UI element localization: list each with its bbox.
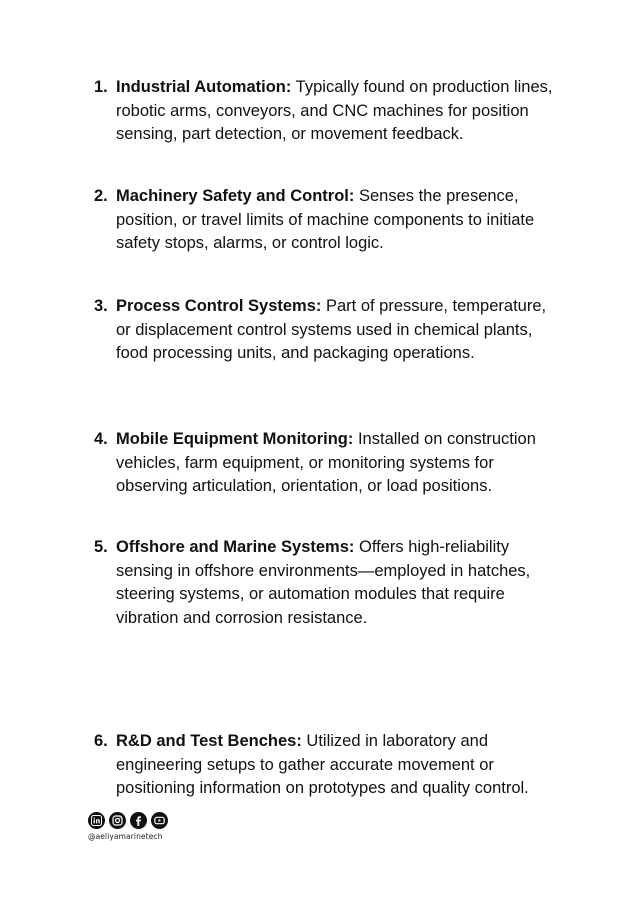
item-body: Utilized in laboratory and engineering setups to gather accurate movement or positioning information on prototypes and quality control. — [116, 732, 529, 797]
facebook-icon[interactable] — [130, 812, 147, 829]
item-title: Machinery Safety and Control: — [116, 187, 355, 205]
item-title: Industrial Automation: — [116, 78, 292, 96]
item-number: 6. — [94, 732, 108, 750]
item-number: 3. — [94, 297, 108, 315]
item-title: R&D and Test Benches: — [116, 732, 302, 750]
list-item — [94, 428, 564, 499]
social-handle: @aeliyamarinetech — [88, 832, 163, 841]
item-body: Part of pressure, temperature, or displacement control systems used in chemical plants, food processing units, and packaging operations. — [116, 297, 547, 362]
item-text — [116, 536, 564, 630]
list-item — [94, 76, 564, 147]
item-text — [116, 76, 564, 147]
list-item — [94, 295, 564, 366]
item-text — [116, 730, 564, 801]
item-number: 5. — [94, 538, 108, 556]
item-number: 1. — [94, 78, 108, 96]
youtube-icon[interactable] — [151, 812, 168, 829]
item-title: Mobile Equipment Monitoring: — [116, 430, 354, 448]
item-body: Senses the presence, position, or travel limits of machine components to initiate safety stops, alarms, or control logic. — [116, 187, 535, 252]
footer — [88, 812, 168, 841]
list-item — [94, 536, 564, 630]
social-links — [88, 812, 168, 829]
list-item — [94, 185, 564, 256]
instagram-icon[interactable] — [109, 812, 126, 829]
item-text — [116, 185, 564, 256]
item-body: Typically found on production lines, robotic arms, conveyors, and CNC machines for position sensing, part detection, or movement feedback. — [116, 78, 553, 143]
item-number: 2. — [94, 187, 108, 205]
list-item — [94, 730, 564, 801]
item-body: Installed on construction vehicles, farm equipment, or monitoring systems for observing articulation, orientation, or load positions. — [116, 430, 536, 495]
item-text — [116, 428, 564, 499]
linkedin-icon[interactable] — [88, 812, 105, 829]
item-title: Offshore and Marine Systems: — [116, 538, 355, 556]
item-title: Process Control Systems: — [116, 297, 322, 315]
item-body: Offers high-reliability sensing in offshore environments—employed in hatches, steering systems, or automation modules that require vibration and corrosion resistance. — [116, 538, 531, 627]
item-text — [116, 295, 564, 366]
item-number: 4. — [94, 430, 108, 448]
